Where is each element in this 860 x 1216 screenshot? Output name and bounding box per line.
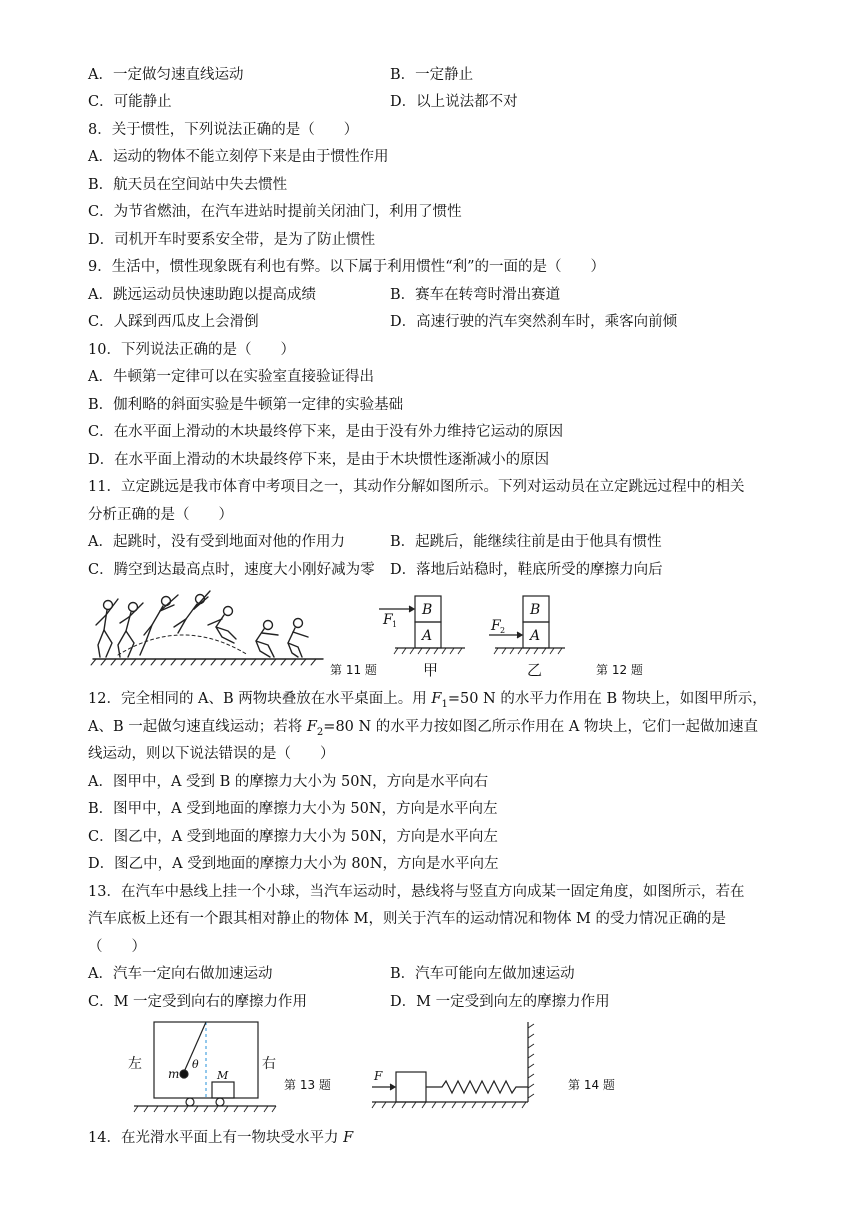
fig13-left-label: 左 xyxy=(128,1056,142,1072)
fig12-yi-block-a: A xyxy=(530,628,541,644)
q12-option-b: B．图甲中，A 受到地面的摩擦力大小为 50N，方向是水平向左 xyxy=(88,801,498,817)
q13-option-d: D．M 一定受到向左的摩擦力作用 xyxy=(390,994,610,1010)
q7-option-c: C．可能静止 xyxy=(88,94,172,110)
fig12-force-f2-sub: 2 xyxy=(500,626,506,635)
fig13-right-label: 右 xyxy=(262,1056,276,1072)
q10-option-d: D．在水平面上滑动的木块最终停下来，是由于木块惯性逐渐减小的原因 xyxy=(88,452,550,468)
fig12-force-f1: F xyxy=(383,612,393,628)
q8-option-a: A．运动的物体不能立刻停下来是由于惯性作用 xyxy=(88,149,389,165)
long-jump-figure xyxy=(88,585,328,675)
q11-stem-line1: 11．立定跳远是我市体育中考项目之一，其动作分解如图所示。下列对运动员在立定跳远过程中的相关 xyxy=(88,479,745,495)
fig12-label-jia: 甲 xyxy=(423,661,439,679)
q9-option-d: D．高速行驶的汽车突然刹车时，乘客向前倾 xyxy=(390,314,678,330)
q8-option-c: C．为节省燃油，在汽车进站时提前关闭油门，利用了惯性 xyxy=(88,204,462,220)
q12-option-d: D．图乙中，A 受到地面的摩擦力大小为 80N，方向是水平向左 xyxy=(88,856,499,872)
q12-option-c: C．图乙中，A 受到地面的摩擦力大小为 50N，方向是水平向左 xyxy=(88,829,498,845)
fig12-jia-block-a: A xyxy=(422,628,433,644)
q13-option-c: C．M 一定受到向右的摩擦力作用 xyxy=(88,994,308,1010)
q8-option-d: D．司机开车时要系安全带，是为了防止惯性 xyxy=(88,232,376,248)
q7-option-a: A．一定做匀速直线运动 xyxy=(88,67,244,83)
fig13-theta: θ xyxy=(192,1058,199,1071)
q12-stem-line3: 线运动，则以下说法错误的是（ ） xyxy=(88,746,335,762)
q11-option-c: C．腾空到达最高点时，速度大小刚好减为零 xyxy=(88,562,375,578)
q9-option-a: A．跳远运动员快速助跑以提高成绩 xyxy=(88,287,316,303)
q11-stem-line2: 分析正确的是（ ） xyxy=(88,507,233,523)
fig13-caption: 第 13 题 xyxy=(284,1078,331,1092)
q9-option-c: C．人踩到西瓜皮上会滑倒 xyxy=(88,314,259,330)
q7-option-b: B．一定静止 xyxy=(390,67,474,83)
fig14-caption: 第 14 题 xyxy=(568,1078,615,1092)
q10-option-b: B．伽利略的斜面实验是牛顿第一定律的实验基础 xyxy=(88,397,404,413)
q13-option-a: A．汽车一定向右做加速运动 xyxy=(88,966,273,982)
fig13-block-m: M xyxy=(217,1069,229,1082)
fig12-force-f1-sub: 1 xyxy=(392,620,398,629)
q9-option-b: B．赛车在转弯时滑出赛道 xyxy=(390,287,561,303)
fig13-mass-m: m xyxy=(168,1067,180,1081)
q12-option-a: A．图甲中，A 受到 B 的摩擦力大小为 50N，方向是水平向右 xyxy=(88,774,489,790)
car-pendulum-figure xyxy=(120,1018,280,1118)
q9-stem: 9．生活中，惯性现象既有利也有弊。以下属于利用惯性“利”的一面的是（ ） xyxy=(88,259,606,275)
q14-stem: 14．在光滑水平面上有一物块受水平力 F xyxy=(88,1130,354,1146)
fig12-jia-block-b: B xyxy=(422,602,433,618)
q12-stem-line2: A、B 一起做匀速直线运动；若将 $F_2=80$ N 的水平力按如图乙所示作用在 A 物块上，它们一起做加速直 xyxy=(88,719,758,738)
q13-option-b: B．汽车可能向左做加速运动 xyxy=(390,966,575,982)
q8-stem: 8．关于惯性，下列说法正确的是（ ） xyxy=(88,122,359,138)
q13-stem-line2: 汽车底板上还有一个跟其相对静止的物体 M，则关于汽车的运动情况和物体 M 的受力情况正确的是 xyxy=(88,911,727,927)
q10-stem: 10．下列说法正确的是（ ） xyxy=(88,342,295,358)
fig14-force-f: F xyxy=(374,1069,383,1083)
block-stack-figure xyxy=(365,592,575,662)
q11-option-a: A．起跳时，没有受到地面对他的作用力 xyxy=(88,534,345,550)
fig12-yi-block-b: B xyxy=(530,602,541,618)
q11-option-b: B．起跳后，能继续往前是由于他具有惯性 xyxy=(390,534,662,550)
q10-option-a: A．牛顿第一定律可以在实验室直接验证得出 xyxy=(88,369,374,385)
block-spring-figure xyxy=(368,1018,538,1114)
q13-stem-line1: 13．在汽车中悬线上挂一个小球，当汽车运动时，悬线将与竖直方向成某一固定角度，如图所示，若在 xyxy=(88,884,745,900)
q13-stem-line3: （ ） xyxy=(88,939,146,955)
fig12-label-yi: 乙 xyxy=(527,661,543,679)
q8-option-b: B．航天员在空间站中失去惯性 xyxy=(88,177,288,193)
fig12-caption: 第 12 题 xyxy=(596,663,643,677)
fig11-caption: 第 11 题 xyxy=(330,663,377,677)
fig12-force-f2: F xyxy=(491,618,501,634)
q7-option-d: D．以上说法都不对 xyxy=(390,94,518,110)
q10-option-c: C．在水平面上滑动的木块最终停下来，是由于没有外力维持它运动的原因 xyxy=(88,424,564,440)
q12-stem-line1: 12．完全相同的 A、B 两物块叠放在水平桌面上。用 $F_1=50$ N 的水平力作用在 B 物块上，如图甲所示， xyxy=(88,691,767,710)
q11-option-d: D．落地后站稳时，鞋底所受的摩擦力向后 xyxy=(390,562,663,578)
